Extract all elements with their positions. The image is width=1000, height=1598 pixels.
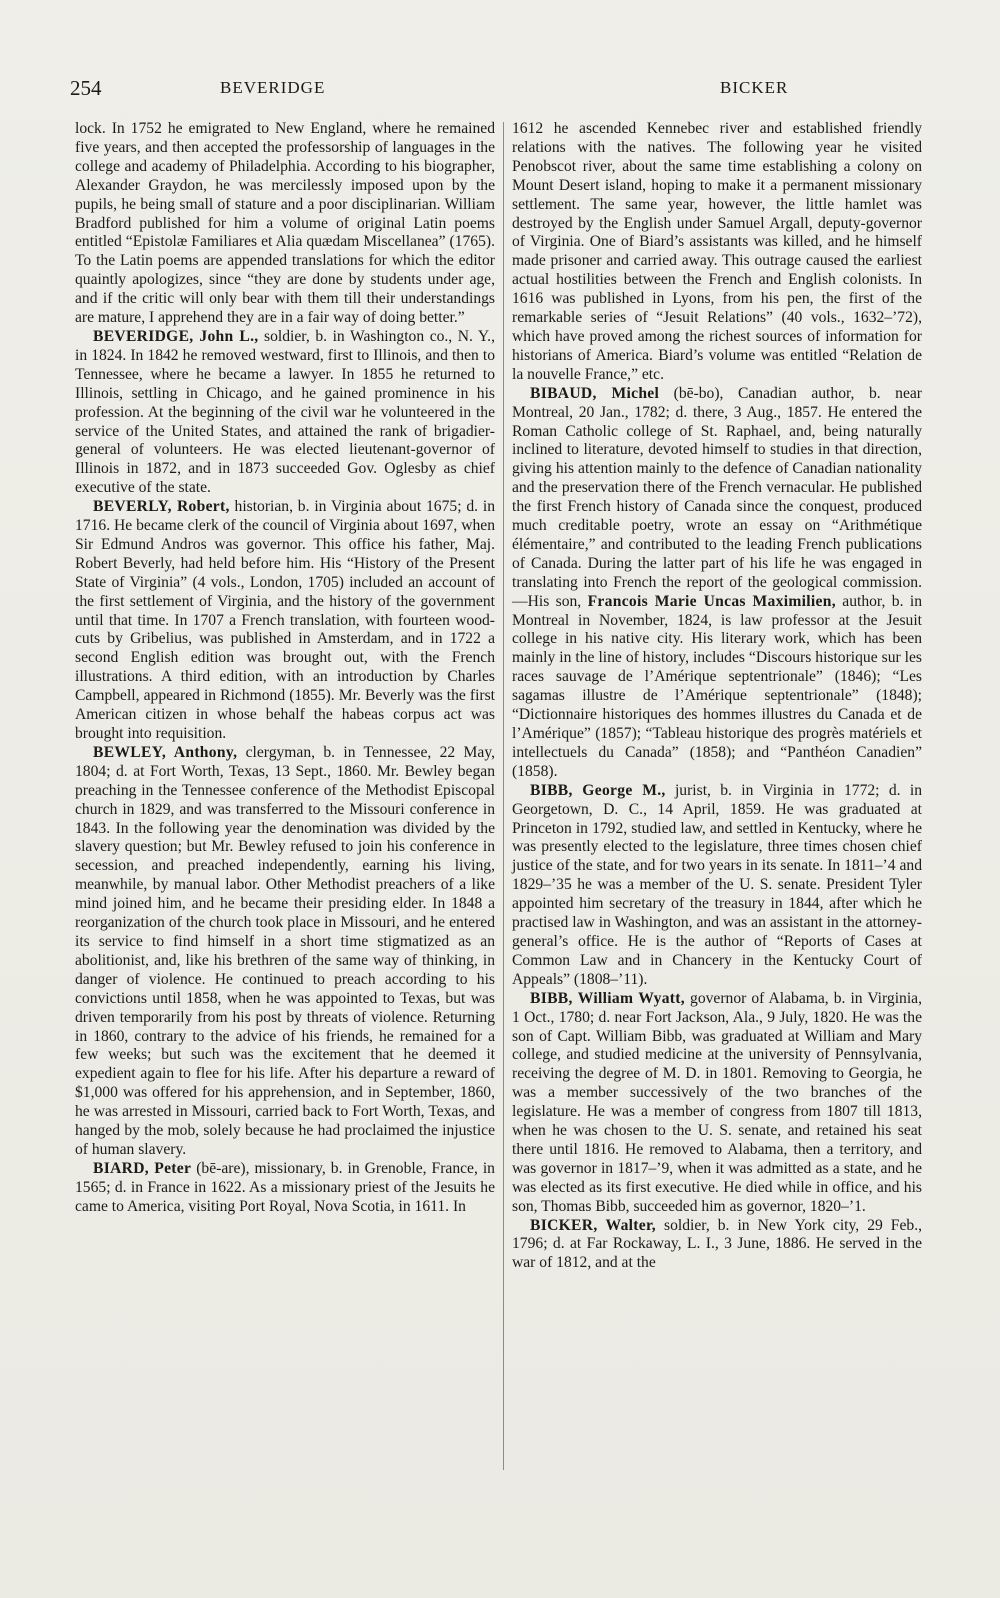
entry-text: jurist, b. in Virginia in 1772; d. in Georgetown, D. C., 14 April, 1859. He was graduated at Princeton in 1792, studied law, and settled in Kentucky, where he was presently elected to the legislature, three times chosen chief justice of the state, and for two years in its senate. In 1811–’4 and 1829–’35 he was a member of the U. S. senate. President Tyler appointed him secretary of the treasury in 1844, after which he practised law in Washington, and was an assistant in the attorney-general’s office. He is the author of “Reports of Cases at Common Law and in Chancery in the Kentucky Court of Appeals” (1808–’11). — [512, 781, 922, 988]
entry-bibb-george — [512, 782, 922, 990]
entry-subheadword: Francois Marie Uncas Maximilien, — [587, 592, 836, 610]
entry-biard — [75, 1160, 495, 1217]
running-head — [70, 76, 932, 102]
left-column — [75, 120, 495, 1217]
entry-headword: BIARD, Peter — [93, 1159, 192, 1177]
entry-beverly — [75, 498, 495, 744]
entry-bibb-william — [512, 990, 922, 1217]
entry-headword: BIBAUD, Michel — [530, 384, 660, 402]
entry-headword: BEVERIDGE, John L., — [93, 327, 259, 345]
entry-headword: BIBB, William Wyatt, — [530, 989, 685, 1007]
running-head-right: BICKER — [720, 78, 789, 97]
entry-headword: BEWLEY, Anthony, — [93, 743, 238, 761]
page-number: 254 — [70, 76, 102, 100]
entry-text: soldier, b. in New York city, 29 Feb., 1796; d. at Far Rockaway, L. I., 3 June, 1886. He served in the war of 1812, and at the — [512, 1216, 922, 1272]
entry-beveridge — [75, 328, 495, 498]
column-divider — [503, 122, 504, 1470]
entry-text: author, b. in Montreal in November, 1824, is law professor at the Jesuit college in his native city. His literary work, which has been mainly in the line of history, includes “Discours historique sur les races sauvage de l’Amérique septentrionale” (1846); “Les sagamas illustre de l’Amérique septentrionale” (1848); “Dictionnaire historiques des hommes illustres du Canada et de l’Amérique” (1857); “Tableau historique des progrès matériels et intellectuels du Canada” (1858); and “Panthéon Canadien” (1858). — [512, 592, 922, 780]
entry-bicker — [512, 1217, 922, 1274]
entry-headword: BIBB, George M., — [530, 781, 666, 799]
continuation-text: 1612 he ascended Kennebec river and established friendly relations with the natives. The following year he visited Penobscot river, about the same time establishing a colony on Mount Desert island, hoping to make it a permanent missionary settlement. The same year, however, the little hamlet was destroyed by the English under Samuel Argall, deputy-governor of Virginia. One of Biard’s assistants was killed, and he himself made prisoner and carried away. This outrage caused the earliest actual hostilities between the French and English colonists. In 1616 was published in Lyons, from his pen, the first of the remarkable series of “Jesuit Relations” (40 vols., 1632–’72), which have proved among the richest sources of information for historians of America. Biard’s volume was entitled “Relation de la nouvelle France,” etc. — [512, 120, 922, 383]
running-head-left: BEVERIDGE — [220, 78, 326, 97]
right-column — [512, 120, 922, 1273]
continuation-text: lock. In 1752 he emigrated to New England, where he remained five years, and then accepted the professorship of languages in the college and academy of Philadelphia. According to his biographer, Alexander Graydon, he was mercilessly imposed upon by the pupils, he being small of stature and a poor disciplinarian. William Bradford published for him a volume of original Latin poems entitled “Epistolæ Familiares et Alia quædam Miscellanea” (1765). To the Latin poems are appended translations for which the editor quaintly apologizes, since “they are done by students under age, and if the critic will only bear with them till their understandings are mature, I apprehend they are in a fair way of doing better.” — [75, 120, 495, 327]
entry-bibaud — [512, 385, 922, 782]
entry-bewley — [75, 744, 495, 1160]
entry-text: historian, b. in Virginia about 1675; d. in 1716. He became clerk of the council of Virginia about 1697, when Sir Edmund Andros was governor. This office his father, Maj. Robert Beverly, had held before him. His “History of the Present State of Virginia” (4 vols., London, 1705) included an account of the first settlement of Virginia, and the history of the government until that time. In 1707 a French translation, with fourteen wood-cuts by Gribelius, was published in Amsterdam, and in 1722 a second English edition was brought out, with the French illustrations. A third edition, with an introduction by Charles Campbell, appeared in Richmond (1855). Mr. Beverly was the first American citizen in whose behalf the habeas corpus act was brought into requisition. — [75, 498, 495, 742]
entry-text: soldier, b. in Washington co., N. Y., in 1824. In 1842 he removed westward, first to Illinois, and then to Tennessee, where he became a lawyer. In 1855 he returned to Illinois, settling in Chicago, and he gained prominence in his profession. At the beginning of the civil war he volunteered in the service of the United States, and attained the rank of brigadier-general of volunteers. He was elected lieutenant-governor of Illinois in 1872, and in 1873 succeeded Gov. Oglesby as chief executive of the state. — [75, 327, 495, 497]
entry-headword: BICKER, Walter, — [530, 1216, 657, 1234]
entry-headword: BEVERLY, Robert, — [93, 498, 230, 516]
entry-text: clergyman, b. in Tennessee, 22 May, 1804; d. at Fort Worth, Texas, 13 Sept., 1860. Mr. Bewley began preaching in the Tennessee conference of the Methodist Episcopal church in 1829, and was transferred to the Missouri conference in 1843. In the following year the denomination was divided by the slavery question; but Mr. Bewley refused to join his conference in secession, and preached independently, earning his living, meanwhile, by manual labor. Other Methodist preachers of a like mind joined him, and he became their presiding elder. In 1848 a reorganization of the church took place in Missouri, and he entered its service to find himself in a short time stigmatized as an abolitionist, and, like his brethren of the same way of thinking, in danger of violence. He continued to preach according to his convictions until 1858, when he was appointed to Texas, but was driven temporarily from his post by threats of violence. Returning in 1860, contrary to the advice of his friends, he remained for a few weeks; but such was the excitement that he deemed it expedient again to flee for his life. After his departure a reward of $1,000 was offered for his apprehension, and in September, 1860, he was arrested in Missouri, carried back to Fort Worth, Texas, and hanged by the mob, solely because he had proclaimed the injustice of human slavery. — [75, 743, 495, 1158]
entry-text: (bē-bo), Canadian author, b. near Montreal, 20 Jan., 1782; d. there, 3 Aug., 1857. He entered the Roman Catholic college of St. Raphael, and, being naturally inclined to literature, devoted himself to studies in that direction, giving his attention mainly to the defence of Canadian nationality and the preservation there of the French vernacular. He published the first French history of Canada since the conquest, produced much creditable poetry, wrote an essay on “Arithmétique élémentaire,” and contributed to the leading French publications of Canada. During the latter part of his life he was engaged in translating into French the report of the geological commission.—His son, — [512, 384, 922, 610]
entry-text: (bē-are), missionary, b. in Grenoble, France, in 1565; d. in France in 1622. As a missionary priest of the Jesuits he came to America, visiting Port Royal, Nova Scotia, in 1611. In — [75, 1159, 495, 1215]
entry-text: governor of Alabama, b. in Virginia, 1 Oct., 1780; d. near Fort Jackson, Ala., 9 July, 1820. He was the son of Capt. William Bibb, was graduated at William and Mary college, and studied medicine at the university of Pennsylvania, receiving the degree of M. D. in 1801. Removing to Georgia, he was a member successively of the two branches of the legislature. He was a member of congress from 1807 till 1813, when he was chosen to the U. S. senate, and retained his seat there until 1816. He removed to Alabama, then a territory, and was governor in 1817–’9, when it was admitted as a state, and he was elected as its first executive. He died while in office, and his son, Thomas Bibb, succeeded him as governor, 1820–’1. — [512, 989, 922, 1215]
